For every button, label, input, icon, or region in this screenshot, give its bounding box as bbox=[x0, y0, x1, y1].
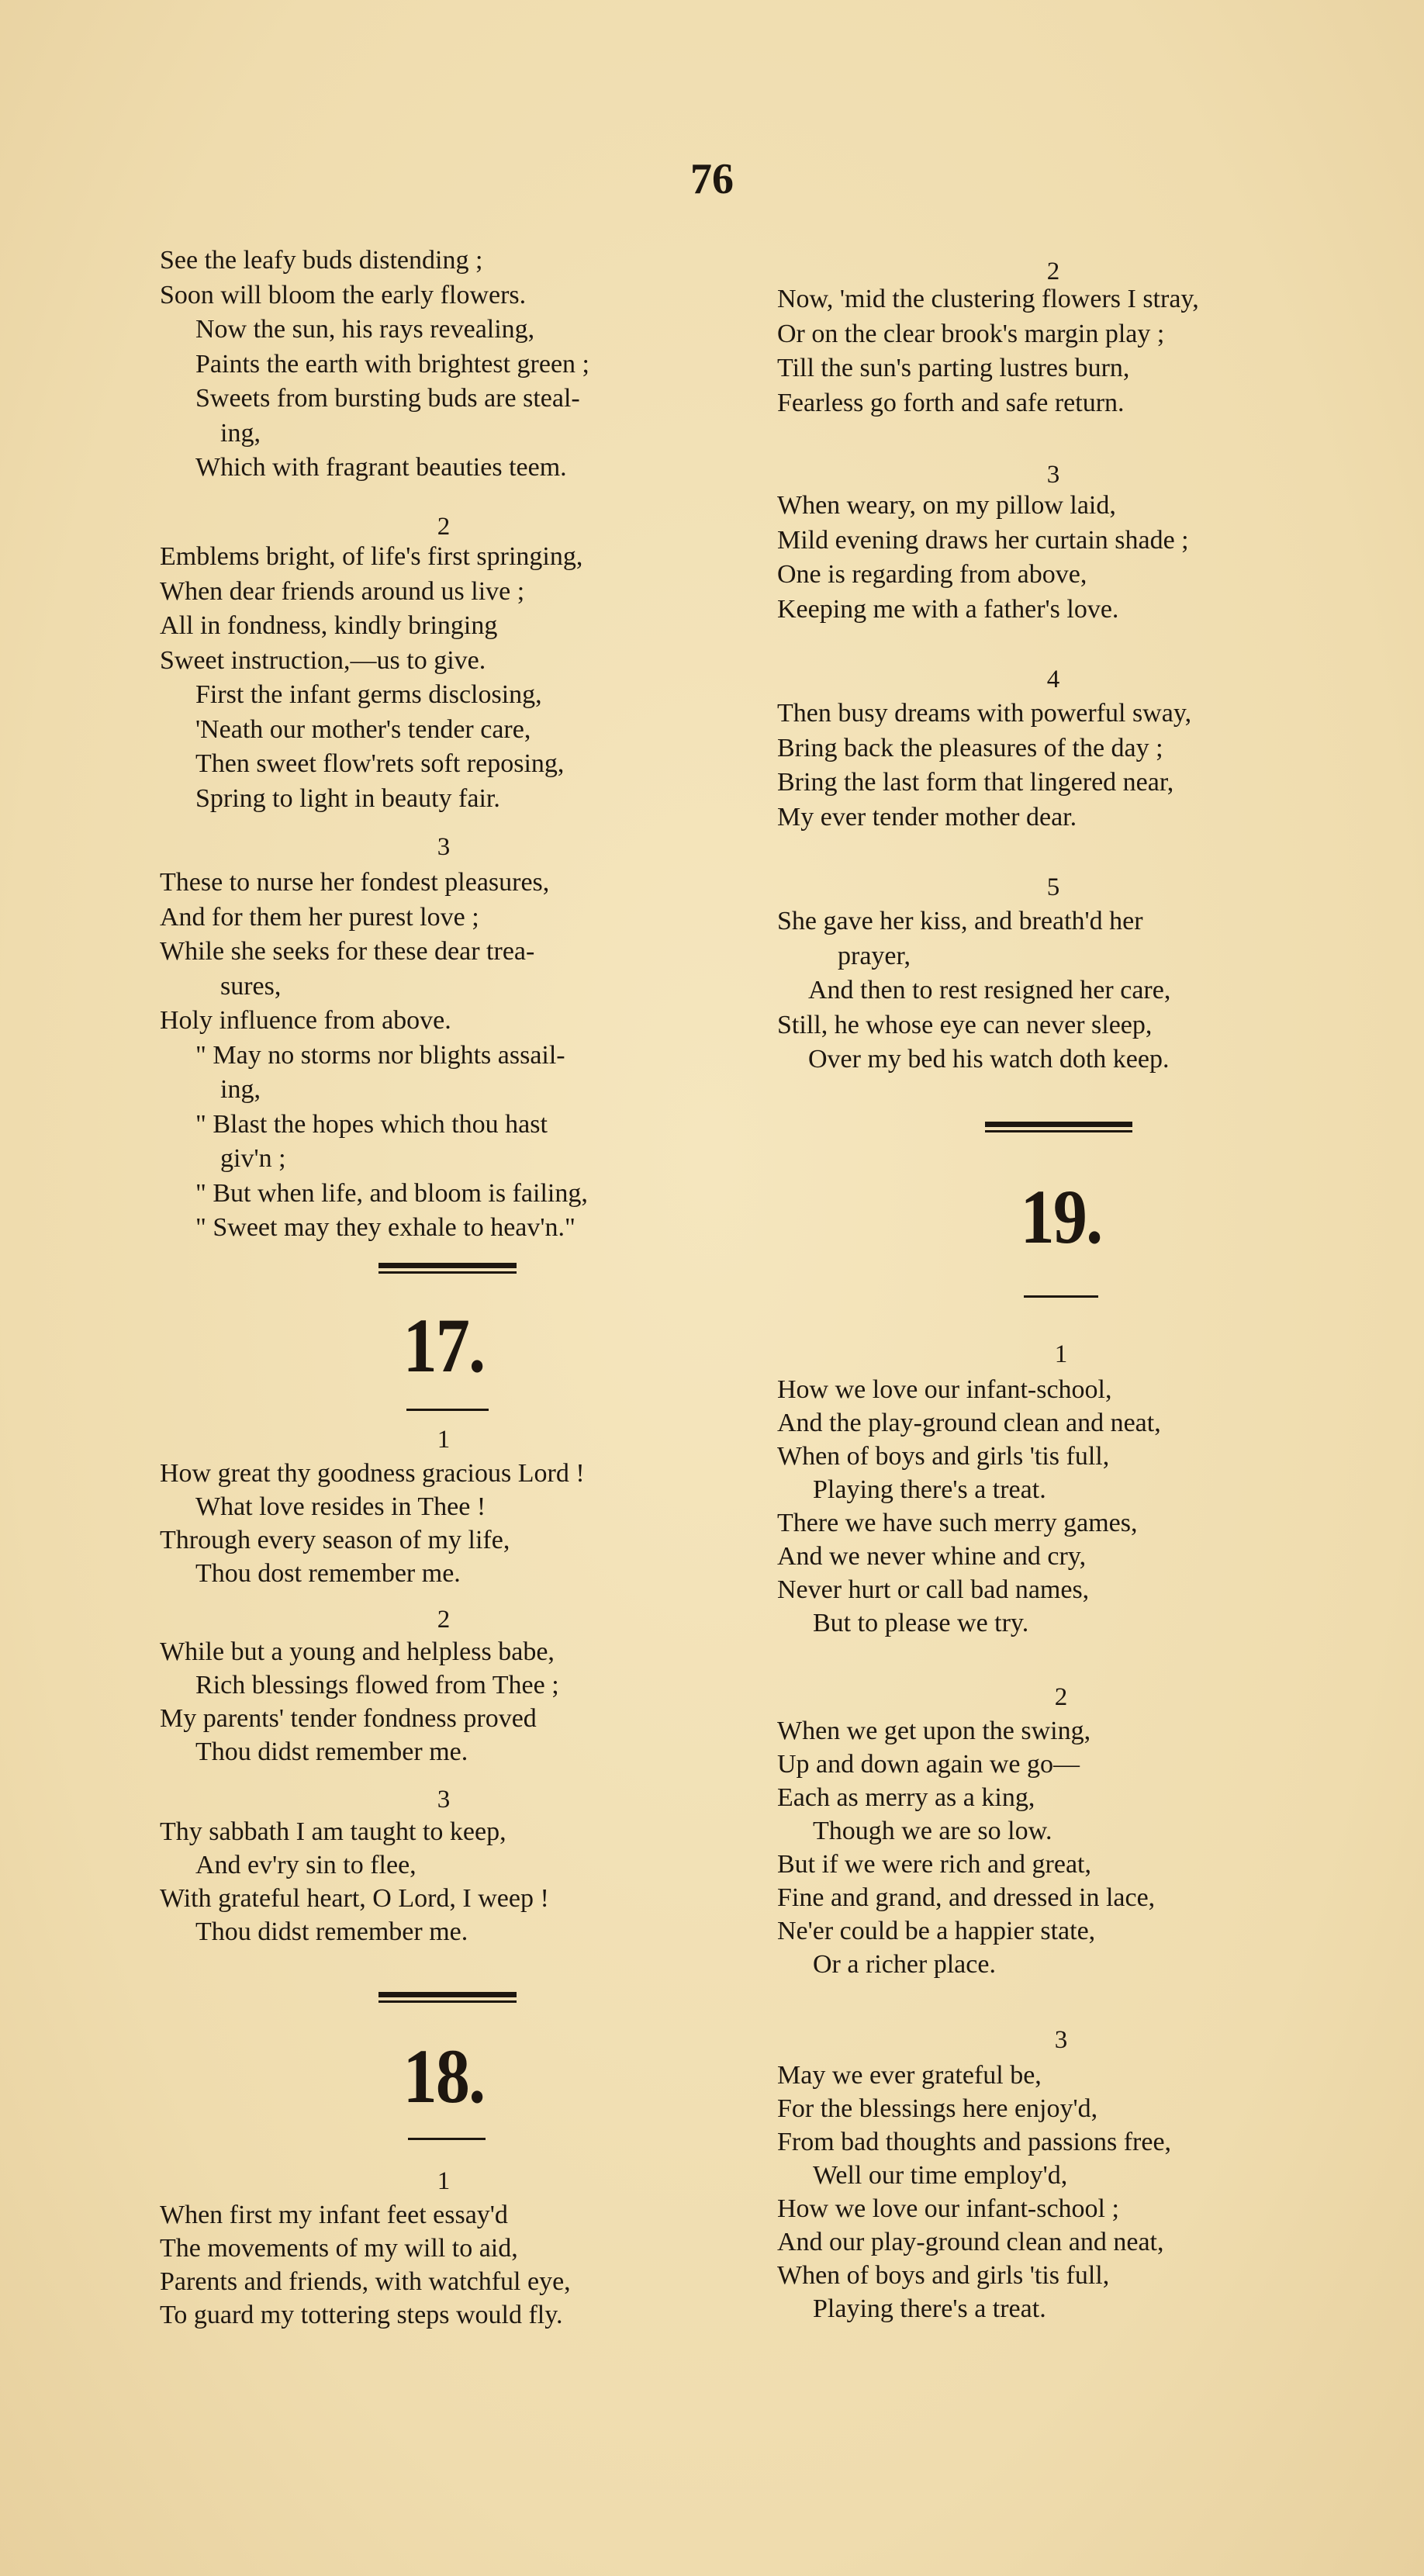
verse-line: Sweets from bursting buds are steal- bbox=[195, 384, 580, 413]
verse-line: " Sweet may they exhale to heav'n." bbox=[195, 1213, 575, 1242]
verse-line: sures, bbox=[220, 971, 282, 1001]
stanza-number: 1 bbox=[437, 2167, 451, 2195]
verse-line: With grateful heart, O Lord, I weep ! bbox=[160, 1884, 549, 1913]
double-rule bbox=[378, 1263, 517, 1275]
verse-line: Till the sun's parting lustres burn, bbox=[777, 354, 1130, 382]
right-stanza-3 bbox=[777, 489, 1374, 627]
verse-line: But if we were rich and great, bbox=[777, 1850, 1091, 1879]
verse-line: When of boys and girls 'tis full, bbox=[777, 2261, 1110, 2290]
stanza-number: 3 bbox=[1046, 461, 1060, 489]
stanza-number: 5 bbox=[1046, 873, 1060, 901]
verse-line: Which with fragrant beauties teem. bbox=[195, 453, 567, 482]
left-stanza-b bbox=[160, 540, 757, 816]
verse-line: Or a richer place. bbox=[813, 1950, 996, 1979]
hymn-number: 18. bbox=[403, 2033, 485, 2119]
verse-line: And our play-ground clean and neat, bbox=[777, 2228, 1164, 2256]
verse-line: While but a young and helpless babe, bbox=[160, 1637, 555, 1666]
verse-line: There we have such merry games, bbox=[777, 1509, 1138, 1537]
verse-line: May we ever grateful be, bbox=[777, 2061, 1042, 2090]
hymn19-stanza-1 bbox=[777, 1373, 1374, 1640]
verse-line: All in fondness, kindly bringing bbox=[160, 611, 498, 640]
page-number: 76 bbox=[690, 155, 734, 203]
verse-line: Bring the last form that lingered near, bbox=[777, 768, 1174, 797]
verse-line: Never hurt or call bad names, bbox=[777, 1575, 1090, 1604]
hymn19-stanza-2 bbox=[777, 1714, 1374, 1981]
verse-line: The movements of my will to aid, bbox=[160, 2234, 518, 2263]
verse-line: " Blast the hopes which thou hast bbox=[195, 1109, 548, 1139]
verse-line: Then sweet flow'rets soft reposing, bbox=[195, 749, 565, 778]
verse-line: Playing there's a treat. bbox=[813, 1475, 1046, 1504]
verse-line: Emblems bright, of life's first springing, bbox=[160, 542, 583, 571]
verse-line: Fearless go forth and safe return. bbox=[777, 388, 1125, 417]
verse-line: Through every season of my life, bbox=[160, 1526, 510, 1554]
stanza-number: 1 bbox=[1054, 1340, 1068, 1368]
verse-line: Or on the clear brook's margin play ; bbox=[777, 319, 1165, 348]
left-stanza-c bbox=[160, 866, 757, 1246]
verse-line: When we get upon the swing, bbox=[777, 1717, 1091, 1745]
left-stanza-a bbox=[160, 244, 757, 486]
verse-line: What love resides in Thee ! bbox=[195, 1492, 486, 1521]
verse-line: Paints the earth with brightest green ; bbox=[195, 349, 589, 379]
verse-line: And for them her purest love ; bbox=[160, 902, 479, 932]
verse-line: ing, bbox=[220, 418, 261, 448]
verse-line: Fine and grand, and dressed in lace, bbox=[777, 1883, 1156, 1912]
verse-line: For the blessings here enjoy'd, bbox=[777, 2094, 1098, 2123]
short-rule bbox=[408, 2138, 486, 2140]
short-rule bbox=[1024, 1295, 1098, 1298]
verse-line: When of boys and girls 'tis full, bbox=[777, 1442, 1110, 1471]
verse-line: Up and down again we go— bbox=[777, 1750, 1080, 1779]
verse-line: While she seeks for these dear trea- bbox=[160, 937, 535, 966]
verse-line: Thou didst remember me. bbox=[195, 1738, 468, 1766]
stanza-number: 2 bbox=[437, 513, 451, 541]
verse-line: From bad thoughts and passions free, bbox=[777, 2128, 1172, 2156]
verse-line: Bring back the pleasures of the day ; bbox=[777, 733, 1163, 762]
verse-line: How we love our infant-school ; bbox=[777, 2194, 1119, 2223]
verse-line: When dear friends around us live ; bbox=[160, 576, 525, 606]
verse-line: My parents' tender fondness proved bbox=[160, 1704, 537, 1733]
verse-line: Still, he whose eye can never sleep, bbox=[777, 1010, 1153, 1039]
verse-line: Each as merry as a king, bbox=[777, 1783, 1035, 1812]
right-stanza-2 bbox=[777, 282, 1374, 420]
stanza-number: 3 bbox=[1054, 2026, 1068, 2054]
verse-line: Spring to light in beauty fair. bbox=[195, 783, 500, 813]
hymn-number: 19. bbox=[1020, 1174, 1102, 1260]
verse-line: How great thy goodness gracious Lord ! bbox=[160, 1459, 585, 1488]
verse-line: Ne'er could be a happier state, bbox=[777, 1917, 1096, 1945]
right-stanza-4 bbox=[777, 697, 1374, 835]
stanza-number: 2 bbox=[1054, 1683, 1068, 1711]
verse-line: " May no storms nor blights assail- bbox=[195, 1040, 565, 1070]
verse-line: To guard my tottering steps would fly. bbox=[160, 2301, 563, 2329]
stanza-number: 3 bbox=[437, 1786, 451, 1814]
hymn19-stanza-3 bbox=[777, 2059, 1374, 2325]
verse-line: Rich blessings flowed from Thee ; bbox=[195, 1671, 559, 1699]
verse-line: giv'n ; bbox=[220, 1144, 286, 1173]
hymn18-stanza-1 bbox=[160, 2198, 757, 2332]
verse-line: Now, 'mid the clustering flowers I stray, bbox=[777, 285, 1199, 313]
verse-line: Holy influence from above. bbox=[160, 1006, 451, 1035]
verse-line: First the infant germs disclosing, bbox=[195, 680, 542, 709]
verse-line: Thou didst remember me. bbox=[195, 1917, 468, 1946]
stanza-number: 3 bbox=[437, 833, 451, 861]
verse-line: Thy sabbath I am taught to keep, bbox=[160, 1817, 506, 1846]
verse-line: Sweet instruction,—us to give. bbox=[160, 645, 486, 675]
verse-line: My ever tender mother dear. bbox=[777, 802, 1077, 832]
right-stanza-5 bbox=[777, 904, 1374, 1077]
verse-line: Parents and friends, with watchful eye, bbox=[160, 2267, 571, 2296]
verse-line: When weary, on my pillow laid, bbox=[777, 491, 1116, 520]
verse-line: Keeping me with a father's love. bbox=[777, 594, 1119, 624]
verse-line: When first my infant feet essay'd bbox=[160, 2201, 508, 2229]
verse-line: ing, bbox=[220, 1075, 261, 1104]
hymn17-stanza-3 bbox=[160, 1815, 757, 1948]
stanza-number: 4 bbox=[1046, 666, 1060, 693]
verse-line: How we love our infant-school, bbox=[777, 1375, 1112, 1404]
verse-line: And ev'ry sin to flee, bbox=[195, 1851, 416, 1879]
stanza-number: 1 bbox=[437, 1426, 451, 1454]
verse-line: She gave her kiss, and breath'd her bbox=[777, 907, 1143, 935]
verse-line: See the leafy buds distending ; bbox=[160, 246, 483, 275]
verse-line: prayer, bbox=[838, 941, 911, 970]
verse-line: Over my bed his watch doth keep. bbox=[808, 1045, 1170, 1074]
hymn17-stanza-2 bbox=[160, 1635, 757, 1769]
verse-line: Well our time employ'd, bbox=[813, 2161, 1068, 2190]
stanza-number: 2 bbox=[437, 1606, 451, 1634]
verse-line: Then busy dreams with powerful sway, bbox=[777, 699, 1192, 728]
verse-line: Now the sun, his rays revealing, bbox=[195, 315, 535, 344]
stanza-number: 2 bbox=[1046, 258, 1060, 285]
verse-line: And the play-ground clean and neat, bbox=[777, 1409, 1161, 1437]
double-rule bbox=[985, 1122, 1132, 1134]
verse-line: And we never whine and cry, bbox=[777, 1542, 1087, 1571]
verse-line: And then to rest resigned her care, bbox=[808, 976, 1171, 1004]
verse-line: But to please we try. bbox=[813, 1609, 1029, 1637]
verse-line: Playing there's a treat. bbox=[813, 2294, 1046, 2323]
verse-line: These to nurse her fondest pleasures, bbox=[160, 868, 550, 897]
verse-line: Though we are so low. bbox=[813, 1817, 1052, 1845]
short-rule bbox=[406, 1409, 489, 1411]
verse-line: 'Neath our mother's tender care, bbox=[195, 714, 531, 744]
verse-line: " But when life, and bloom is failing, bbox=[195, 1178, 588, 1208]
double-rule bbox=[378, 1992, 517, 2004]
verse-line: Soon will bloom the early flowers. bbox=[160, 280, 527, 309]
hymn17-stanza-1 bbox=[160, 1457, 757, 1590]
hymn-number: 17. bbox=[403, 1302, 485, 1388]
verse-line: Mild evening draws her curtain shade ; bbox=[777, 525, 1189, 555]
verse-line: One is regarding from above, bbox=[777, 560, 1087, 589]
verse-line: Thou dost remember me. bbox=[195, 1559, 461, 1588]
